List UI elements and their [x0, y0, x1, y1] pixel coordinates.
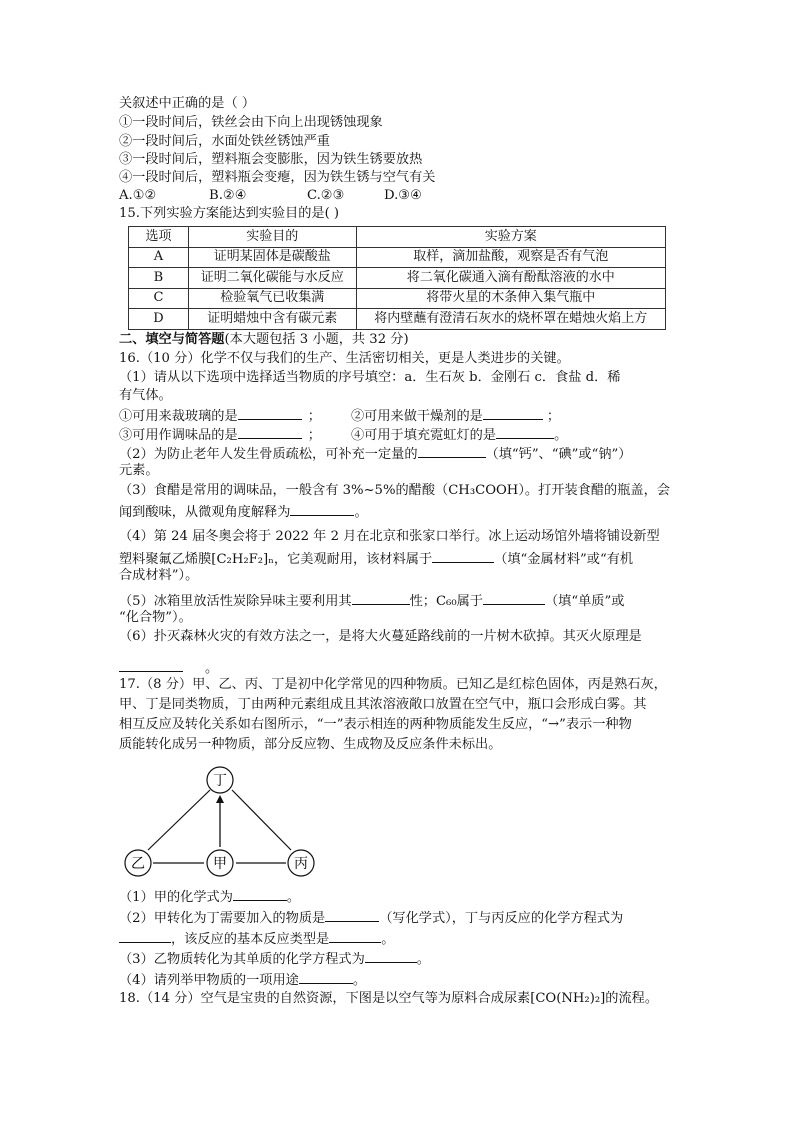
- node-bing-label: 丙: [294, 856, 308, 872]
- table-header: 实验方案: [356, 227, 665, 248]
- q16-part3-line1: （3）食醋是常用的调味品，一般含有 3%~5%的醋酸（CH₃COOH）。打开装食醋的瓶盖，会: [119, 483, 670, 498]
- q15-stem: 15.下列实验方案能达到实验目的是( ): [119, 206, 340, 221]
- answer-blank[interactable]: [119, 657, 183, 672]
- table-header: 选项: [129, 227, 189, 248]
- table-cell: D: [129, 309, 189, 330]
- q16-part6-line1: （6）扑灭森林火灾的有效方法之一，是将大火蔓延路线前的一片树木砍掉。其灭火原理是: [119, 629, 642, 644]
- answer-blank[interactable]: [432, 548, 494, 563]
- answer-blank[interactable]: [119, 928, 171, 943]
- q16-part1-line1: （1）请从以下选项中选择适当物质的序号填空：a．生石灰 b．金刚石 c．食盐 d．稀: [119, 370, 621, 385]
- answer-blank[interactable]: [238, 424, 302, 439]
- table-row: [129, 309, 666, 330]
- table-cell: A: [129, 247, 189, 268]
- q15-table: [128, 226, 666, 330]
- table-row: [129, 288, 666, 309]
- q14-choice-b: B.②④: [209, 188, 247, 203]
- edge-ding-yi: [148, 790, 210, 850]
- node-ding-label: 丁: [213, 773, 227, 789]
- q16-part1-line2: 有气体。: [119, 388, 172, 403]
- answer-blank[interactable]: [352, 590, 410, 605]
- answer-blank[interactable]: [483, 405, 543, 420]
- answer-blank[interactable]: [290, 501, 354, 516]
- q17-part1: （1）甲的化学式为 。: [119, 886, 300, 907]
- answer-blank[interactable]: [325, 907, 379, 922]
- q14-stem-end: 关叙述中正确的是（ ）: [119, 96, 256, 111]
- section-note: (本大题包括 3 小题，共 32 分): [224, 332, 409, 347]
- q17-line3: 相互反应及转化关系如右图所示，“一”表示相连的两种物质能发生反应，“→”表示一种物: [119, 717, 632, 732]
- q17-part2-line2: ，该反应的基本反应类型是 。: [119, 928, 394, 949]
- table-cell: 检验氧气已收集满: [188, 288, 356, 309]
- q17-line1: 17.（8 分）甲、乙、丙、丁是初中化学常见的四种物质。已知乙是红棕色固体，丙是熟石灰，: [119, 677, 667, 692]
- q16-part5: （5）冰箱里放活性炭除异味主要利用其 性；C₆₀属于 （填“单质”或: [119, 590, 624, 611]
- table-cell: 取样，滴加盐酸，观察是否有气泡: [356, 247, 665, 268]
- q16-part4-line1: （4）第 24 届冬奥会将于 2022 年 2 月在北京和张家口举行。冰上运动场馆外墙将铺设新型: [119, 529, 660, 544]
- answer-blank[interactable]: [483, 590, 545, 605]
- table-cell: 证明某固体是碳酸盐: [188, 247, 356, 268]
- table-cell: 将二氧化碳通入滴有酚酞溶液的水中: [356, 268, 665, 289]
- q16-stem: 16.（10 分）化学不仅与我们的生产、生活密切相关，更是人类进步的关键。: [119, 351, 570, 366]
- q16-part1-b: ②可用来做干燥剂的是: [351, 409, 483, 424]
- q17-line2: 甲、丁是同类物质，丁由两种元素组成且其浓溶液敞口放置在空气中，瓶口会形成白雾。其: [119, 697, 647, 712]
- section-title: 二、填空与简答题: [119, 332, 225, 347]
- q16-part1-a: ①可用来裁玻璃的是: [119, 409, 238, 424]
- answer-blank[interactable]: [496, 424, 554, 439]
- table-row: [129, 268, 666, 289]
- answer-blank[interactable]: [418, 443, 486, 458]
- table-row: [129, 247, 666, 268]
- node-jia-label: 甲: [213, 856, 227, 872]
- q17-part4: （4）请列举甲物质的一项用途 。: [119, 969, 366, 990]
- q16-part1-d: ④可用于填充霓虹灯的是: [351, 428, 497, 443]
- node-yi-label: 乙: [131, 856, 145, 872]
- q17-part3: （3）乙物质转化为其单质的化学方程式为 。: [119, 948, 430, 969]
- q16-part4-line2: 塑料聚氟乙烯膜[C₂H₂F₂]ₙ，它美观耐用，该材料属于 （填“金属材料”或“有机: [119, 548, 633, 569]
- table-cell: 将带火星的木条伸入集气瓶中: [356, 288, 665, 309]
- section-2-heading: [119, 331, 409, 349]
- node-ding: [207, 767, 233, 793]
- node-bing: [288, 850, 314, 876]
- q16-part1-row2: ③可用作调味品的是 ； ④可用于填充霓虹灯的是 。: [119, 424, 599, 445]
- q14-option-4: ④一段时间后，塑料瓶会变瘪，因为铁生锈与空气有关: [119, 170, 436, 185]
- q16-part1-row1: ①可用来裁玻璃的是 ； ②可用来做干燥剂的是 ；: [119, 405, 599, 426]
- answer-blank[interactable]: [233, 886, 287, 901]
- q14-choice-a: A.①②: [119, 188, 157, 203]
- answer-blank[interactable]: [329, 928, 381, 943]
- q14-option-3: ③一段时间后，塑料瓶会变膨胀，因为铁生锈要放热: [119, 152, 423, 167]
- answer-blank[interactable]: [299, 969, 353, 984]
- q16-part1-c: ③可用作调味品的是: [119, 428, 238, 443]
- table-cell: 证明二氧化碳能与水反应: [188, 268, 356, 289]
- node-jia: [207, 850, 233, 876]
- node-yi: [125, 850, 151, 876]
- q16-part5-line2: “化合物”）。: [119, 610, 192, 625]
- table-header: 实验目的: [188, 227, 356, 248]
- table-cell: 证明蜡烛中含有碳元素: [188, 309, 356, 330]
- q16-part2-line2: 元素。: [119, 463, 159, 478]
- q16-part2: （2）为防止老年人发生骨质疏松，可补充一定量的 （填“钙”、“碘”或“钠”）: [119, 443, 631, 464]
- q16-part4-line3: 合成材料”）。: [119, 568, 199, 583]
- answer-blank[interactable]: [365, 948, 417, 963]
- table-cell: C: [129, 288, 189, 309]
- edge-ding-bing: [232, 790, 291, 850]
- q17-relation-diagram: [115, 762, 325, 884]
- q18-stem: 18.（14 分）空气是宝贵的自然资源，下图是以空气等为原料合成尿素[CO(NH₂)₂]的流程。: [119, 991, 659, 1006]
- q14-option-1: ①一段时间后，铁丝会由下向上出现锈蚀现象: [119, 115, 383, 130]
- table-cell: B: [129, 268, 189, 289]
- answer-blank[interactable]: [238, 405, 302, 420]
- q16-part3-line2: 闻到酸味，从微观角度解释为 。: [119, 501, 368, 522]
- q14-choice-d: D.③④: [384, 188, 422, 203]
- q14-choice-c: C.②③: [307, 188, 345, 203]
- q14-option-2: ②一段时间后，水面处铁丝锈蚀严重: [119, 134, 330, 149]
- q17-line4: 质能转化成另一种物质，部分反应物、生成物及反应条件未标出。: [119, 737, 502, 752]
- table-cell: 将内壁蘸有澄清石灰水的烧杯罩在蜡烛火焰上方: [356, 309, 665, 330]
- q17-part2: （2）甲转化为丁需要加入的物质是 （写化学式），丁与丙反应的化学方程式为: [119, 907, 623, 928]
- table-header-row: [129, 227, 666, 248]
- q16-part6-line2: 。: [119, 657, 218, 678]
